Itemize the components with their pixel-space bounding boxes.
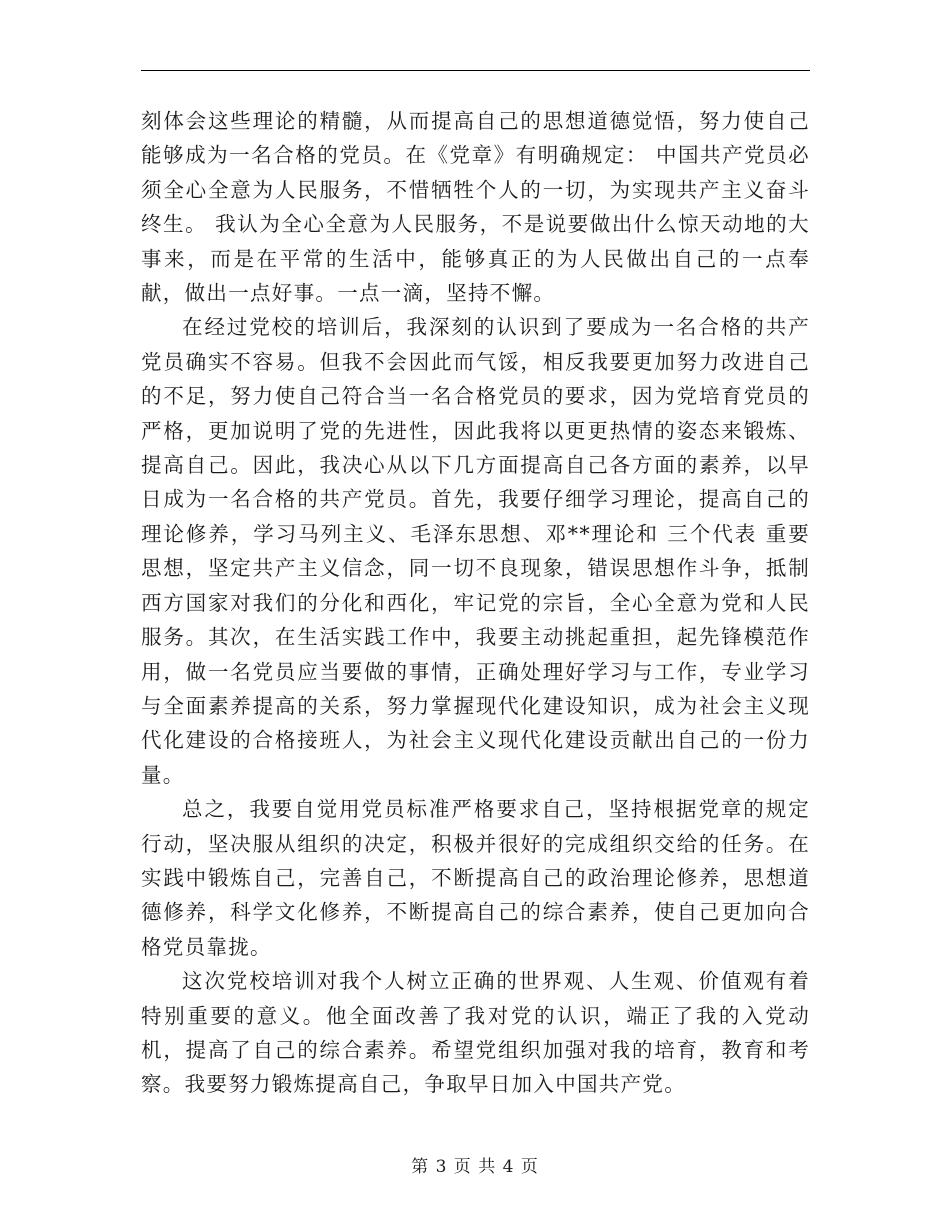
paragraph-conclusion: 这次党校培训对我个人树立正确的世界观、人生观、价值观有着特别重要的意义。他全面改善了我对党的认识，端正了我的入党动机，提高了自己的综合素养。希望党组织加强对我的培育，教育和考察。我要努力锻炼提高自己，争取早日加入中国共产党。	[141, 969, 810, 1097]
paragraph-training-reflection: 在经过党校的培训后，我深刻的认识到了要成为一名合格的共产党员确实不容易。但我不会因此而气馁，相反我要更加努力改进自己的不足，努力使自己符合当一名合格党员的要求，因为党培育党员的严格，更加说明了党的先进性，因此我将以更更热情的姿态来锻炼、提高自己。因此，我决心从以下几方面提高自己各方面的素养，以早日成为一名合格的共产党员。首先，我要仔细学习理论，提高自己的理论修养，学习马列主义、毛泽东思想、邓**理论和 三个代表 重要思想，坚定共产主义信念，同一切不良现象，错误思想作斗争，抵制西方国家对我们的分化和西化，牢记党的宗旨，全心全意为党和人民服务。其次，在生活实践工作中，我要主动挑起重担，起先锋模范作用，做一名党员应当要做的事情，正确处理好学习与工作，专业学习与全面素养提高的关系，努力掌握现代化建设知识，成为社会主义现代化建设的合格接班人，为社会主义现代化建设贡献出自己的一份力量。	[141, 315, 810, 787]
header-rule	[141, 70, 810, 71]
paragraph-continuation: 刻体会这些理论的精髓，从而提高自己的思想道德觉悟，努力使自己能够成为一名合格的党员。在《党章》有明确规定： 中国共产党员必须全心全意为人民服务，不惜牺牲个人的一切，为实现共产主义奋斗终生。 我认为全心全意为人民服务，不是说要做出什么惊天动地的大事来，而是在平常的生活中，能够真正的为人民做出自己的一点奉献，做出一点好事。一点一滴，坚持不懈。	[141, 109, 810, 306]
page-number-footer: 第 3 页 共 4 页	[411, 1157, 539, 1177]
paragraph-summary: 总之，我要自觉用党员标准严格要求自己，坚持根据党章的规定行动，坚决服从组织的决定，积极并很好的完成组织交给的任务。在实践中锻炼自己，完善自己，不断提高自己的政治理论修养，思想道德修养，科学文化修养，不断提高自己的综合素养，使自己更加向合格党员靠拢。	[141, 797, 810, 959]
document-body	[141, 104, 810, 1102]
